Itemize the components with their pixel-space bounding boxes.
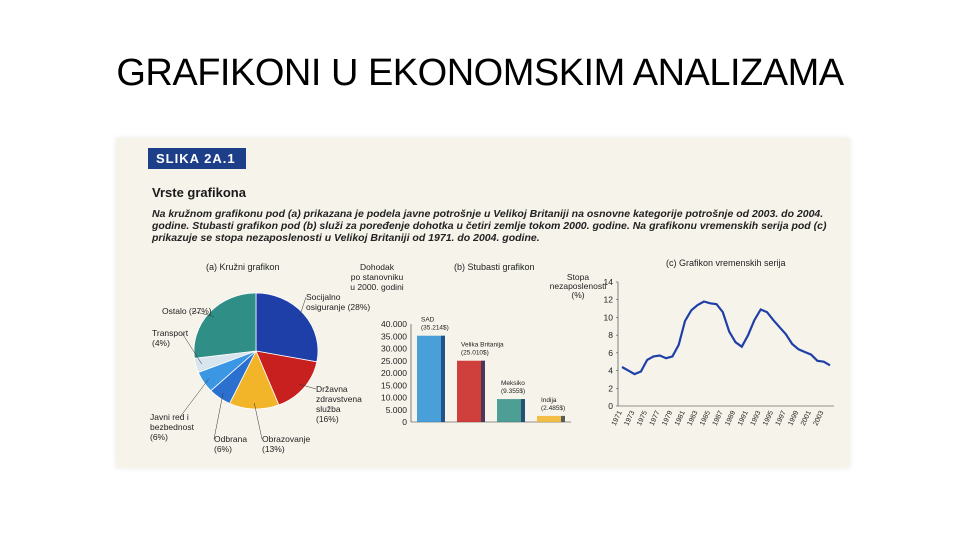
- bar: [497, 399, 525, 422]
- figure-intro: Na kružnom grafikonu pod (a) prikazana je podela javne potrošnje u Velikoj Britaniji na osnovne kategorije potrošnje od 2003. do 2004. godine. Stubasti grafikon pod (b) služi za poređenje dohotka u četiri zemlje tokom 2000. godine. Na grafikonu vremenskih serija pod (c) prikazuje se stopa nezaposlenosti u Velikoj Britaniji od 1971. do 2004. godine.: [152, 208, 827, 244]
- bar-edge: [521, 399, 525, 422]
- line-y-tick-label: 4: [608, 365, 613, 376]
- bar-category-label: Velika Britanija: [461, 341, 504, 349]
- line-x-tick-label: 1983: [686, 409, 700, 427]
- line-x-tick-label: 1971: [610, 409, 624, 427]
- pie-slice-label: Transport (4%): [152, 328, 189, 348]
- pie-slice-label: Državna zdravstvena služba (16%): [316, 384, 362, 424]
- bar-y-tick-label: 40.000: [381, 319, 407, 329]
- bar: [457, 361, 485, 422]
- bar-edge: [481, 361, 485, 422]
- bar-y-tick-label: 5.000: [385, 404, 407, 415]
- line-y-tick-label: 14: [603, 277, 613, 287]
- bar-title: (b) Stubasti grafikon: [454, 262, 535, 272]
- bar-category-label: Indija: [541, 396, 557, 404]
- line-x-tick-label: 1985: [699, 409, 713, 427]
- figure-subtitle: Vrste grafikona: [152, 185, 246, 200]
- line-title: (c) Grafikon vremenskih serija: [666, 258, 786, 268]
- line-x-tick-label: 1995: [762, 409, 776, 427]
- bar-y-tick-label: 20.000: [381, 368, 407, 378]
- pie-slice-label: Socijalno osiguranje (28%): [306, 292, 371, 312]
- line-x-tick-label: 1973: [623, 409, 637, 427]
- pie-slice-label: Obrazovanje (13%): [262, 434, 311, 454]
- pie-leader-line: [214, 393, 223, 439]
- line-y-tick-label: 6: [608, 347, 613, 358]
- pie-slice-label: Javni red i bezbednost (6%): [150, 412, 194, 442]
- bar-y-tick-label: 35.000: [381, 331, 407, 342]
- bar-y-tick-label: 15.000: [381, 380, 407, 391]
- slide-title: GRAFIKONI U EKONOMSKIM ANALIZAMA: [116, 52, 844, 94]
- line-y-axis-label: Stopa nezaposlenosti (%): [549, 272, 607, 300]
- line-x-tick-label: 1981: [673, 409, 687, 427]
- line-x-tick-label: 1975: [636, 409, 650, 427]
- bar-y-axis-label: Dohodak po stanovniku u 2000. godini: [350, 262, 404, 292]
- pie-slice: [194, 293, 256, 358]
- bar-category-label: Meksiko: [501, 380, 525, 388]
- line-x-tick-label: 1993: [749, 409, 763, 427]
- pie-title: (a) Kružni grafikon: [206, 262, 280, 272]
- line-series-unemployment: [622, 302, 830, 375]
- line-y-tick-label: 0: [608, 401, 613, 411]
- bar-value-label: (2.485$): [541, 404, 566, 412]
- line-x-tick-label: 1977: [648, 409, 662, 427]
- bar-y-tick-label: 10.000: [381, 392, 407, 403]
- line-x-tick-label: 1997: [774, 409, 788, 427]
- line-y-tick-label: 8: [608, 330, 613, 341]
- bar-value-label: (9.355$): [501, 388, 526, 396]
- bar-edge: [441, 336, 445, 422]
- bar-y-tick-label: 25.000: [381, 355, 407, 366]
- bar-y-tick-label: 30.000: [381, 343, 407, 354]
- line-x-tick-label: 1989: [724, 409, 738, 427]
- line-x-tick-label: 1979: [661, 409, 675, 427]
- line-x-tick-label: 1987: [711, 409, 725, 427]
- bar: [417, 336, 445, 422]
- line-x-tick-label: 1991: [736, 409, 750, 427]
- pie-slice-label: Ostalo (27%): [162, 306, 212, 316]
- line-chart: [526, 256, 850, 468]
- figure-badge: SLIKA 2A.1: [148, 148, 246, 169]
- bar-category-label: SAD: [421, 316, 435, 324]
- line-x-tick-label: 2001: [799, 409, 813, 427]
- figure-scan: [116, 138, 850, 468]
- line-y-tick-label: 2: [608, 383, 613, 394]
- bar-value-label: (25.010$): [461, 349, 489, 357]
- line-x-tick-label: 1999: [787, 409, 801, 427]
- line-y-tick-label: 12: [603, 294, 613, 305]
- pie-slice-label: Odbrana (6%): [214, 434, 248, 454]
- line-y-tick-label: 10: [603, 312, 613, 323]
- bar-y-tick-label: 0: [402, 417, 407, 427]
- line-x-tick-label: 2003: [812, 409, 826, 427]
- bar-value-label: (35.214$): [421, 324, 449, 332]
